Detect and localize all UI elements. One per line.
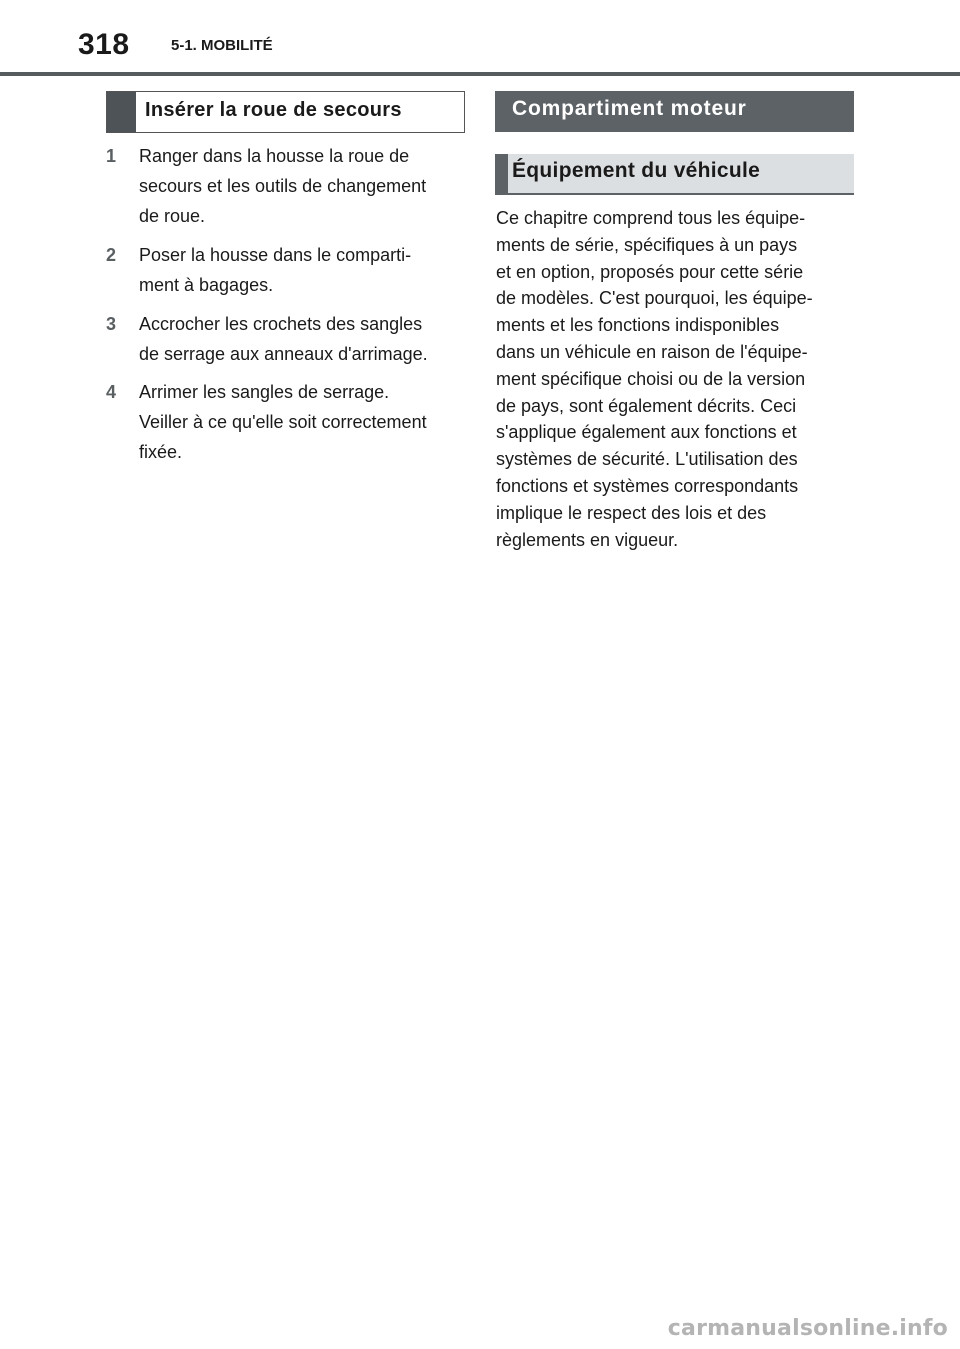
step-number: 4 — [106, 382, 117, 402]
section-banner-title: Compartiment moteur — [512, 97, 747, 120]
subheading-bar — [495, 154, 508, 193]
step-line: Ranger dans la housse la roue de — [139, 146, 410, 166]
section-heading-box — [106, 91, 465, 133]
paragraph-line: Ce chapitre comprend tous les équipe- — [496, 208, 806, 228]
step-2 — [106, 240, 466, 300]
step-line: Accrocher les crochets des sangles — [139, 314, 423, 334]
subsection-heading-box — [495, 154, 854, 195]
paragraph-line: implique le respect des lois et des — [496, 502, 767, 523]
paragraph-line: ment spécifique choisi ou de la version — [496, 368, 806, 389]
heading-bar — [107, 92, 136, 132]
paragraph-line: ments et les fonctions indisponibles — [496, 315, 780, 336]
chapter-title: 5-1. MOBILITÉ — [171, 37, 273, 54]
paragraph-line: de modèles. C'est pourquoi, les équipe- — [496, 288, 813, 309]
step-line: Arrimer les sangles de serrage. — [139, 382, 390, 402]
step-line: Poser la housse dans le comparti- — [139, 245, 412, 265]
step-number: 1 — [106, 146, 117, 166]
watermark: carmanualsonline.info — [667, 1316, 948, 1341]
header-rule — [0, 72, 960, 76]
section-heading: Insérer la roue de secours — [145, 99, 402, 121]
step-line: de serrage aux anneaux d'arrimage. — [139, 344, 428, 364]
step-number: 2 — [106, 245, 117, 265]
step-text — [139, 240, 466, 300]
step-number: 3 — [106, 314, 117, 334]
step-3 — [106, 309, 466, 369]
page-number: 318 — [78, 28, 130, 61]
body-paragraph — [496, 205, 861, 553]
step-4 — [106, 377, 466, 467]
paragraph-line: dans un véhicule en raison de l'équipe- — [496, 341, 808, 362]
step-text — [139, 309, 466, 369]
section-banner — [495, 91, 854, 132]
paragraph-line: systèmes de sécurité. L'utilisation des — [496, 449, 798, 470]
step-line: de roue. — [139, 206, 206, 226]
subsection-heading: Équipement du véhicule — [512, 159, 761, 182]
paragraph-line: fonctions et systèmes correspondants — [496, 475, 799, 496]
paragraph-line: règlements en vigueur. — [496, 529, 679, 550]
step-1 — [106, 141, 466, 231]
paragraph-line: ments de série, spécifiques à un pays — [496, 234, 798, 255]
paragraph-line: et en option, proposés pour cette série — [496, 261, 804, 282]
step-line: fixée. — [139, 442, 183, 462]
paragraph-line: de pays, sont également décrits. Ceci — [496, 395, 797, 416]
step-text — [139, 141, 466, 231]
paragraph-line: s'applique également aux fonctions et — [496, 422, 797, 443]
step-line: ment à bagages. — [139, 275, 274, 295]
step-text — [139, 377, 466, 467]
step-line: Veiller à ce qu'elle soit correctement — [139, 412, 427, 432]
step-line: secours et les outils de changement — [139, 176, 427, 196]
